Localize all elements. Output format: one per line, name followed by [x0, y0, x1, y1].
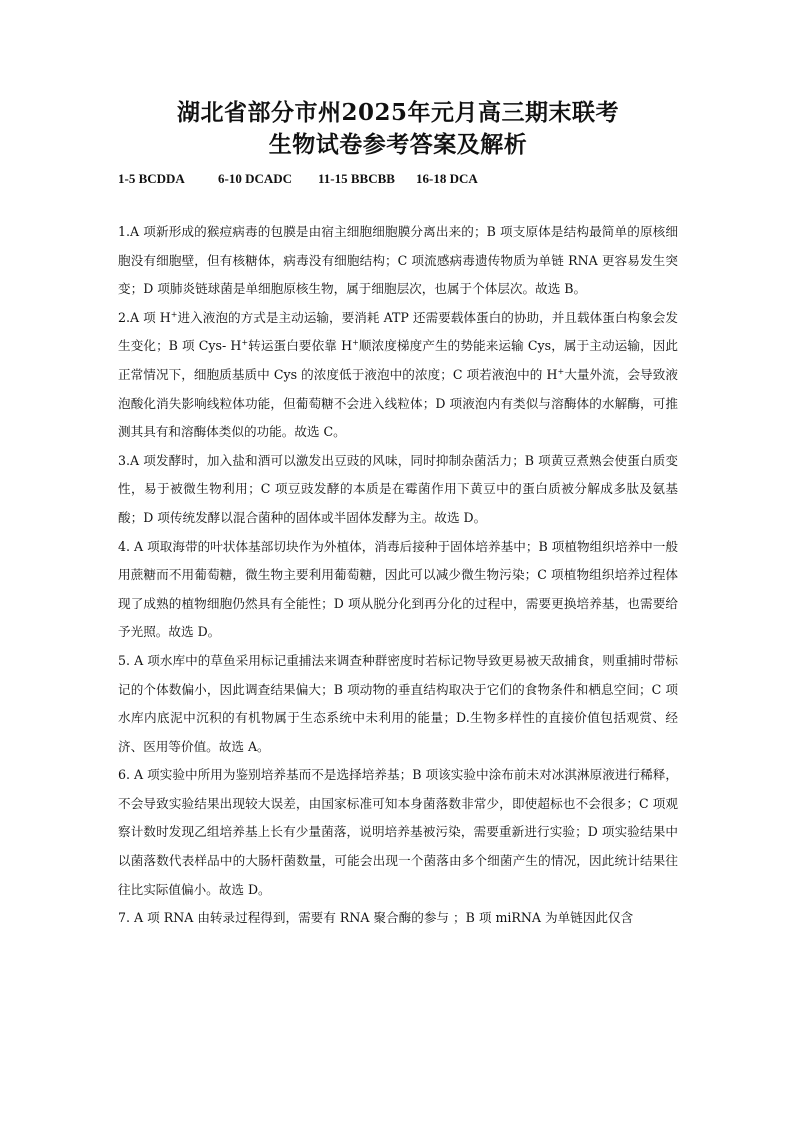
- explanation-q1: 1.A 项新形成的猴痘病毒的包膜是由宿主细胞细胞膜分离出来的；B 项支原体是结构最简单的原核细胞没有细胞壁，但有核糖体，病毒没有细胞结构；C 项流感病毒遗传物质为单链 RNA 更容易发生突变；D 项肺炎链球菌是单细胞原核生物，属于细胞层次，也属于个体层次。故选 B。: [118, 224, 678, 297]
- answer-group-1-5: 1-5 BCDDA: [118, 171, 185, 186]
- explanation-q4: 4. A 项取海带的叶状体基部切块作为外植体，消毒后接种于固体培养基中；B 项植物组织培养中一般用蔗糖而不用葡萄糖，微生物主要利用葡萄糖，因此可以减少微生物污染；C 项植物组织培养过程体现了成熟的植物细胞仍然具有全能性；D 项从脱分化到再分化的过程中，需要更换培养基，也需要给予光照。故选 D。: [118, 538, 678, 640]
- document-title-line1: 湖北省部分市州2025年元月高三期末联考: [176, 99, 619, 126]
- answer-group-11-15: 11-15 BBCBB: [318, 171, 395, 186]
- answer-document: [118, 98, 678, 933]
- answer-key: [118, 170, 678, 188]
- explanation-q3: 3.A 项发酵时，加入盐和酒可以激发出豆豉的风味，同时抑制杂菌活力；B 项黄豆煮熟会使蛋白质变性，易于被微生物利用；C 项豆豉发酵的本质是在霉菌作用下黄豆中的蛋白质被分解成多肽及氨基酸；D 项传统发酵以混合菌种的固体或半固体发酵为主。故选 D。: [118, 452, 678, 525]
- explanation-q2: 2.A 项 H+进入液泡的方式是主动运输，要消耗 ATP 还需要载体蛋白的协助，并且载体蛋白构象会发生变化；B 项 Cys- H+转运蛋白要依靠 H+顺浓度梯度产生的势能来运输 Cys，属于主动运输，因此正常情况下，细胞质基质中 Cys 的浓度低于液泡中的浓度；C 项若液泡中的 H+大量外流，会导致液泡酸化消失影响线粒体功能，但葡萄糖不会进入线粒体；D 项液泡内有类似与溶酶体的水解酶，可推测其具有和溶酶体类似的功能。故选 C。: [118, 309, 679, 440]
- explanations-list: [118, 218, 678, 933]
- explanation-q6: 6. A 项实验中所用为鉴别培养基而不是选择培养基；B 项该实验中涂布前未对冰淇淋原液进行稀释，不会导致实验结果出现较大误差，由国家标准可知本身菌落数非常少，即使超标也不会很多；C 项观察计数时发现乙组培养基上长有少量菌落，说明培养基被污染，需要重新进行实验；D 项实验结果中以菌落数代表样品中的大肠杆菌数量，可能会出现一个菌落由多个细菌产生的情况，因此统计结果往往比实际值偏小。故选 D。: [118, 767, 678, 897]
- explanation-q5: 5. A 项水库中的草鱼采用标记重捕法来调查种群密度时若标记物导致更易被天敌捕食，则重捕时带标记的个体数偏小，因此调查结果偏大；B 项动物的垂直结构取决于它们的食物条件和栖息空间；C 项水库内底泥中沉积的有机物属于生态系统中未利用的能量；D.生物多样性的直接价值包括观赏、经济、医用等价值。故选 A。: [118, 652, 678, 754]
- answer-group-6-10: 6-10 DCADC: [218, 171, 293, 186]
- document-title-line2: 生物试卷参考答案及解析: [268, 131, 528, 158]
- answer-group-16-18: 16-18 DCA: [416, 171, 478, 186]
- explanation-q7: 7. A 项 RNA 由转录过程得到，需要有 RNA 聚合酶的参与 ；B 项 miRNA 为单链因此仅含: [118, 910, 634, 926]
